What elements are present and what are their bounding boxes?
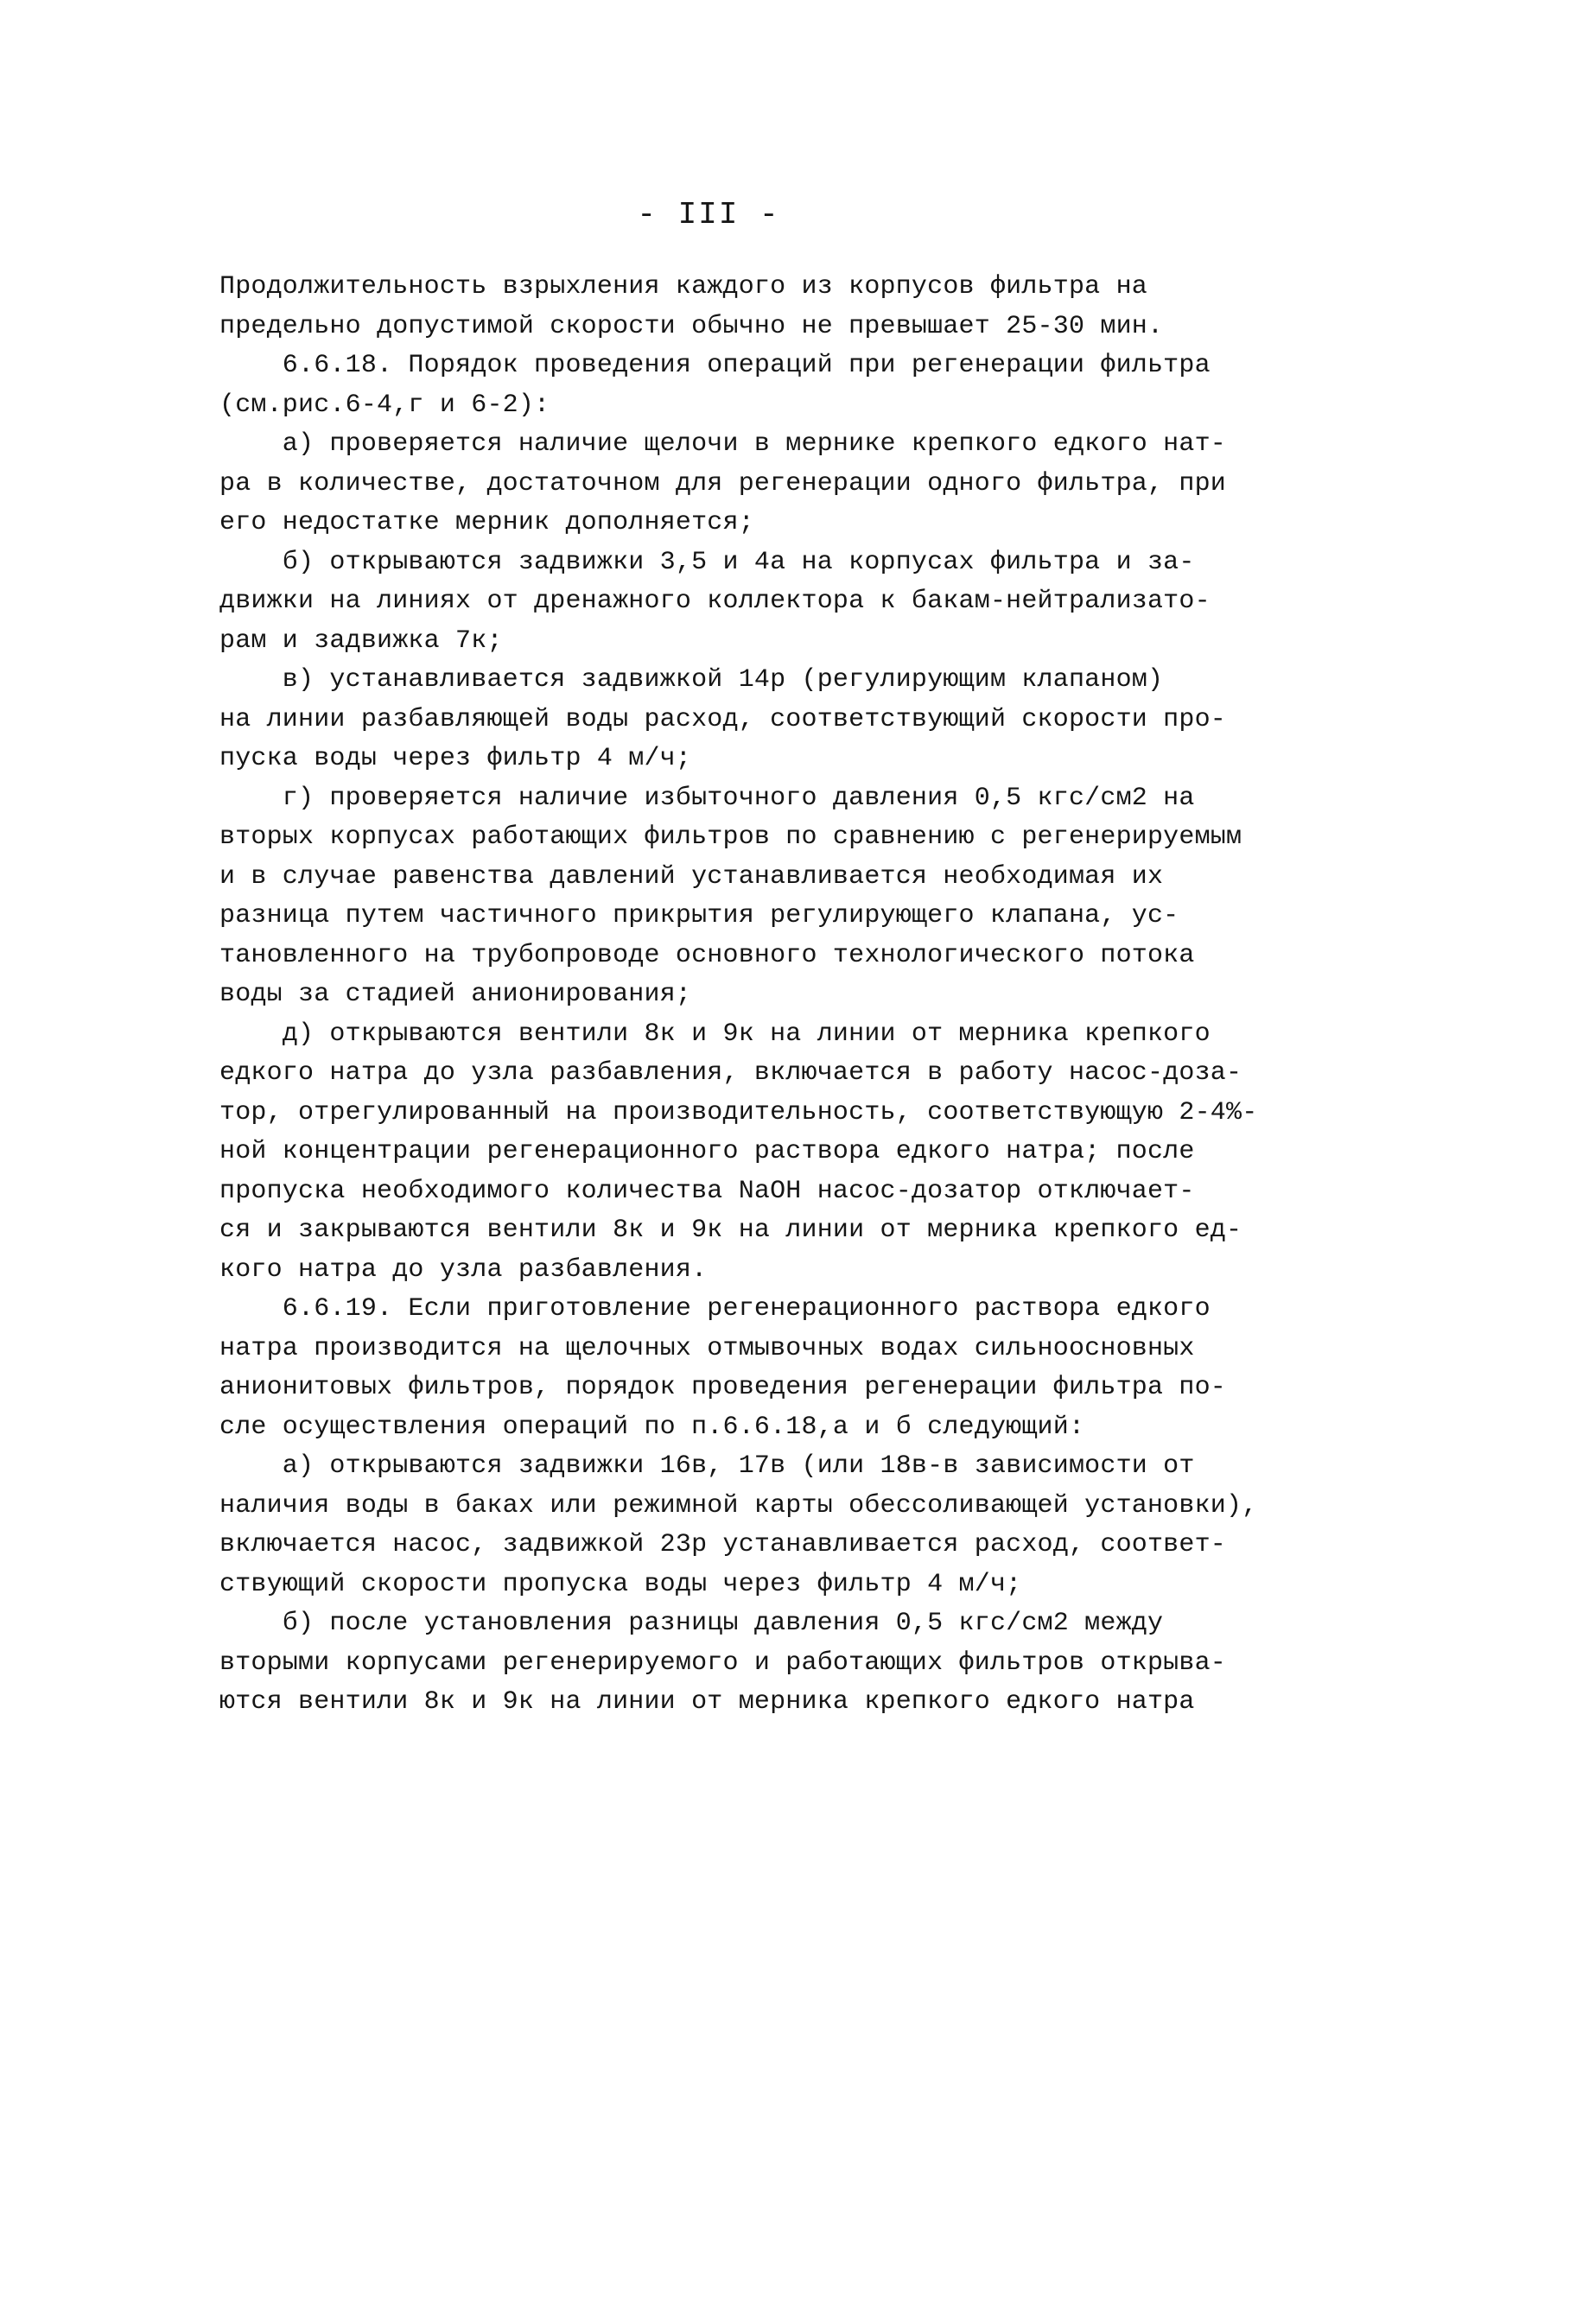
text-line: б) после установления разницы давления 0,5 кгс/см2 между — [219, 1609, 1164, 1638]
text-line: кого натра до узла разбавления. — [219, 1254, 708, 1285]
text-line: (см.рис.6-4,г и 6-2): — [219, 390, 550, 420]
text-line: б) открываются задвижки 3,5 и 4а на корпусах фильтра и за- — [219, 547, 1195, 577]
text-line: анионитовых фильтров, порядок проведения регенерации фильтра по- — [219, 1373, 1226, 1402]
text-line: его недостатке мерник дополняется; — [219, 508, 754, 537]
text-line: пуска воды через фильтр 4 м/ч; — [219, 744, 692, 773]
text-line: ются вентили 8к и 9к на линии от мерника крепкого едкого натра — [219, 1687, 1195, 1717]
text-line: 6.6.19. Если приготовление регенерационного раствора едкого — [219, 1294, 1211, 1324]
text-line: вторыми корпусами регенерируемого и работающих фильтров открыва- — [219, 1648, 1226, 1678]
body-text — [219, 268, 1258, 1723]
text-line: Продолжительность взрыхления каждого из корпусов фильтра на — [219, 272, 1147, 302]
text-line: пропуска необходимого количества NaOH насос-дозатор отключает- — [219, 1176, 1195, 1206]
text-line: 6.6.18. Порядок проведения операций при регенерации фильтра — [219, 351, 1211, 380]
text-line: д) открываются вентили 8к и 9к на линии от мерника крепкого — [219, 1019, 1211, 1049]
text-line: едкого натра до узла разбавления, включается в работу насос-доза- — [219, 1058, 1242, 1088]
text-line: предельно допустимой скорости обычно не превышает 25-30 мин. — [219, 311, 1164, 341]
text-line: тор, отрегулированный на производительность, соответствующую 2-4%- — [219, 1097, 1258, 1127]
text-line: тановленного на трубопроводе основного технологического потока — [219, 940, 1195, 970]
text-line: а) проверяется наличие щелочи в мернике крепкого едкого нат- — [219, 429, 1226, 459]
page-number: - III - — [637, 197, 780, 232]
text-line: ся и закрываются вентили 8к и 9к на линии от мерника крепкого ед- — [219, 1216, 1242, 1245]
text-line: г) проверяется наличие избыточного давления 0,5 кгс/см2 на — [219, 783, 1195, 813]
text-line: движки на линиях от дренажного коллектора к бакам-нейтрализато- — [219, 587, 1211, 616]
text-line: ной концентрации регенерационного раствора едкого натра; после — [219, 1137, 1195, 1166]
text-line: наличия воды в баках или режимной карты обессоливающей установки), — [219, 1490, 1258, 1521]
text-line: включается насос, задвижкой 23р устанавливается расход, соответ- — [219, 1530, 1226, 1559]
text-line: воды за стадией анионирования; — [219, 980, 692, 1009]
text-line: ствующий скорости пропуска воды через фильтр 4 м/ч; — [219, 1569, 1022, 1599]
text-line: рам и задвижка 7к; — [219, 625, 503, 656]
text-line: ра в количестве, достаточном для регенерации одного фильтра, при — [219, 468, 1226, 498]
text-line: сле осуществления операций по п.6.6.18,а и б следующий: — [219, 1412, 1085, 1442]
text-line: и в случае равенства давлений устанавливается необходимая их — [219, 861, 1164, 892]
text-line: вторых корпусах работающих фильтров по сравнению с регенерируемым — [219, 822, 1242, 852]
text-line: а) открываются задвижки 16в, 17в (или 18в-в зависимости от — [219, 1451, 1195, 1481]
text-line: в) устанавливается задвижкой 14р (регулирующим клапаном) — [219, 665, 1164, 695]
text-line: натра производится на щелочных отмывочных водах сильноосновных — [219, 1333, 1195, 1363]
text-line: на линии разбавляющей воды расход, соответствующий скорости про- — [219, 704, 1226, 734]
text-line: разница путем частичного прикрытия регулирующего клапана, ус- — [219, 901, 1179, 930]
